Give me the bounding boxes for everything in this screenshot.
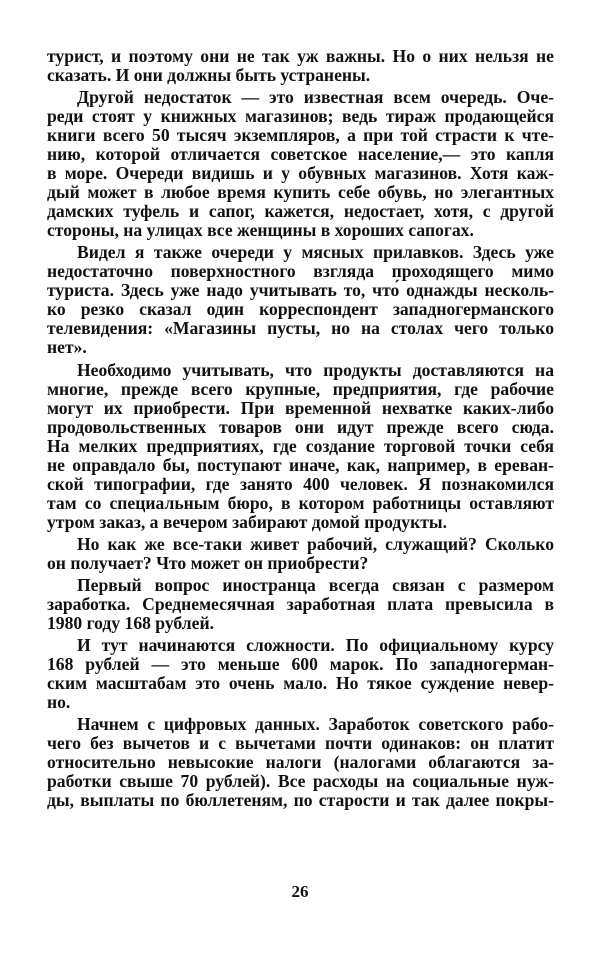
text-line: утром заказ, а вечером забирают домой продукты.	[47, 511, 448, 532]
text-line: Видел я также очереди у мясных прилавков. Здесь уже	[77, 242, 554, 263]
text-line: реди стоят у книжных магазинов; ведь тираж продающейся	[47, 106, 554, 127]
text-line: он получает? Что может он приобрести?	[47, 552, 369, 573]
text-line: туриста. Здесь уже надо учитывать то, что́ однажды несколь-	[47, 280, 554, 301]
text-line: дамских туфель и сапог, кажется, недостает, хотя, с другой	[47, 201, 554, 222]
text-line: книги всего 50 тысяч экземпляров, а при той страсти к чте-	[47, 125, 554, 146]
text-line: И тут начинаются сложности. По официальному курсу	[77, 635, 554, 656]
text-line: но.	[47, 692, 71, 713]
text-line: ской типографии, где занято 400 человек. Я познакомился	[47, 473, 554, 494]
text-line: 1980 году 168 рублей.	[47, 612, 215, 633]
text-line: ским масштабам это очень мало. Но тякое суждение невер-	[47, 673, 554, 694]
page-body	[47, 47, 554, 814]
text-line: нет».	[47, 337, 87, 358]
paragraph	[47, 47, 554, 85]
text-line: нию, которой отличается советское население,— это капля	[47, 144, 554, 165]
paragraph	[47, 636, 554, 712]
text-line: ды, выплаты по бюллетеням, по старости и так далее покры-	[47, 790, 554, 811]
text-line: ко резко сказал один корреспондент западногерманского	[47, 299, 554, 320]
text-line: Но как же все-таки живет рабочий, служащий? Сколько	[77, 533, 554, 554]
paragraph	[47, 243, 554, 357]
text-line: Другой недостаток — это известная всем очередь. Оче-	[77, 87, 554, 108]
text-line: телевидения: «Магазины пусты, но на столах чего только	[47, 318, 554, 339]
text-line: стороны, на улицах все женщины в хороших сапогах.	[47, 220, 474, 241]
text-line: 168 рублей — это меньше 600 марок. По западногерман-	[47, 654, 554, 675]
text-line: работки свыше 70 рублей). Все расходы на социальные нуж-	[47, 771, 554, 792]
text-line: Начнем с цифровых данных. Заработок советского рабо-	[77, 714, 554, 735]
paragraph	[47, 576, 554, 633]
text-line: На мелких предприятиях, где создание торговой точки себя	[47, 435, 554, 456]
text-line: недостаточно поверхностного взгляда проходящего мимо	[47, 261, 554, 282]
text-line: дый может в любое время купить себе обувь, но элегантных	[47, 182, 554, 203]
paragraph	[47, 715, 554, 810]
text-line: Первый вопрос иностранца всегда связан с размером	[77, 574, 554, 595]
text-line: многие, прежде всего крупные, предприятия, где рабочие	[47, 378, 554, 399]
text-line: не оправдало бы, поступают иначе, как, например, в ереван-	[47, 454, 554, 475]
paragraph	[47, 88, 554, 240]
paragraph	[47, 361, 554, 532]
text-line: могут их приобрести. При временной нехватке каких-либо	[47, 397, 554, 418]
text-line: чего без вычетов и с вычетами почти одинаков: он платит	[47, 733, 554, 754]
text-line: продовольственных товаров они идут прежде всего сюда.	[47, 416, 554, 437]
text-line: Необходимо учитывать, что продукты доставляются на	[77, 359, 554, 380]
page-number: 26	[291, 882, 309, 901]
text-line: там со специальным бюро, в котором работницы оставляют	[47, 492, 554, 513]
paragraph	[47, 535, 554, 573]
text-line: сказать. И они должны быть устранены.	[47, 65, 371, 85]
text-line: в море. Очереди видишь и у обувных магазинов. Хотя каж-	[47, 163, 554, 184]
text-line: турист, и поэтому они не так уж важны. Но о них нельзя не	[47, 46, 554, 66]
text-line: заработка. Среднемесячная заработная плата превысила в	[47, 593, 554, 614]
text-line: относительно невысокие налоги (налогами облагаются за-	[47, 752, 554, 773]
